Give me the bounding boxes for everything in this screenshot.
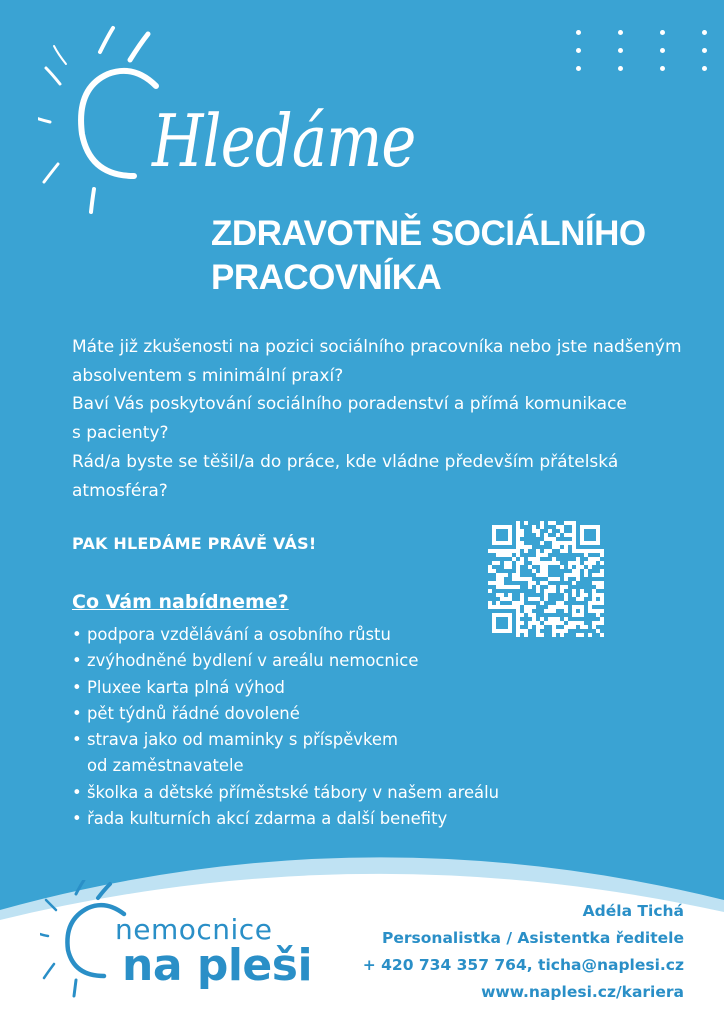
decorative-dot — [702, 48, 707, 53]
decorative-dot — [576, 66, 581, 71]
contact-phone-email[interactable]: + 420 734 357 764, ticha@naplesi.cz — [362, 956, 684, 974]
list-item-text: Pluxee karta plná výhod — [87, 677, 285, 697]
job-title-line2: PRACOVNÍKA — [211, 258, 442, 297]
hospital-logo[interactable] — [40, 880, 330, 1000]
list-item — [72, 622, 499, 648]
intro-line: Baví Vás poskytování sociálního poradenství a přímá komunikace — [72, 394, 627, 415]
decorative-dots — [576, 30, 712, 78]
list-item — [72, 780, 499, 806]
contact-website[interactable]: www.naplesi.cz/kariera — [481, 983, 684, 1001]
intro-line: Máte již zkušenosti na pozici sociálního pracovníka nebo jste nadšeným — [72, 337, 682, 357]
intro-line: atmosféra? — [72, 480, 168, 501]
offer-title: Co Vám nabídneme? — [72, 591, 289, 613]
decorative-dot — [660, 30, 665, 35]
list-item — [72, 675, 499, 701]
list-item-text: řada kulturních akcí zdarma a další benefity — [87, 809, 448, 829]
list-item-text: od zaměstnavatele — [87, 756, 244, 776]
intro-text — [72, 333, 702, 505]
list-item — [72, 701, 499, 727]
decorative-dot — [618, 30, 623, 35]
decorative-dot — [702, 30, 707, 35]
job-title-line1: ZDRAVOTNĚ SOCIÁLNÍHO — [211, 214, 646, 253]
list-item-text: • strava jako od maminky s příspěvkem — [87, 730, 398, 750]
decorative-dot — [660, 48, 665, 53]
list-item-text: podpora vzdělávání a osobního růstu — [87, 625, 391, 644]
script-heading: Hledáme — [152, 99, 416, 183]
list-item — [72, 806, 499, 832]
logo-text-line2: na pleši — [122, 940, 313, 991]
call-to-action: PAK HLEDÁME PRÁVĚ VÁS! — [72, 534, 317, 553]
intro-line: s pacienty? — [72, 423, 169, 444]
list-item — [72, 648, 499, 674]
decorative-dot — [702, 66, 707, 71]
decorative-dot — [576, 48, 581, 53]
decorative-dot — [618, 66, 623, 71]
decorative-dot — [660, 66, 665, 71]
decorative-dot — [618, 48, 623, 53]
intro-line: Rád/a byste se těšil/a do práce, kde vládne především přátelská — [72, 451, 619, 472]
qr-code[interactable] — [488, 521, 604, 637]
contact-role: Personalistka / Asistentka ředitele — [382, 929, 684, 947]
job-title — [211, 212, 646, 300]
logo-text-line1: nemocnice — [115, 913, 273, 946]
list-item — [72, 727, 499, 780]
list-item-text: zvýhodněné bydlení v areálu nemocnice — [87, 651, 419, 671]
decorative-dot — [576, 30, 581, 35]
contact-name: Adéla Tichá — [582, 902, 684, 920]
intro-line: absolventem s minimální praxí? — [72, 365, 344, 386]
contact-info — [363, 898, 684, 1006]
benefits-list — [72, 622, 499, 832]
list-item-text: pět týdnů řádné dovolené — [87, 703, 300, 723]
list-item-text: školka a dětské příměstské tábory v našem areálu — [87, 782, 500, 802]
